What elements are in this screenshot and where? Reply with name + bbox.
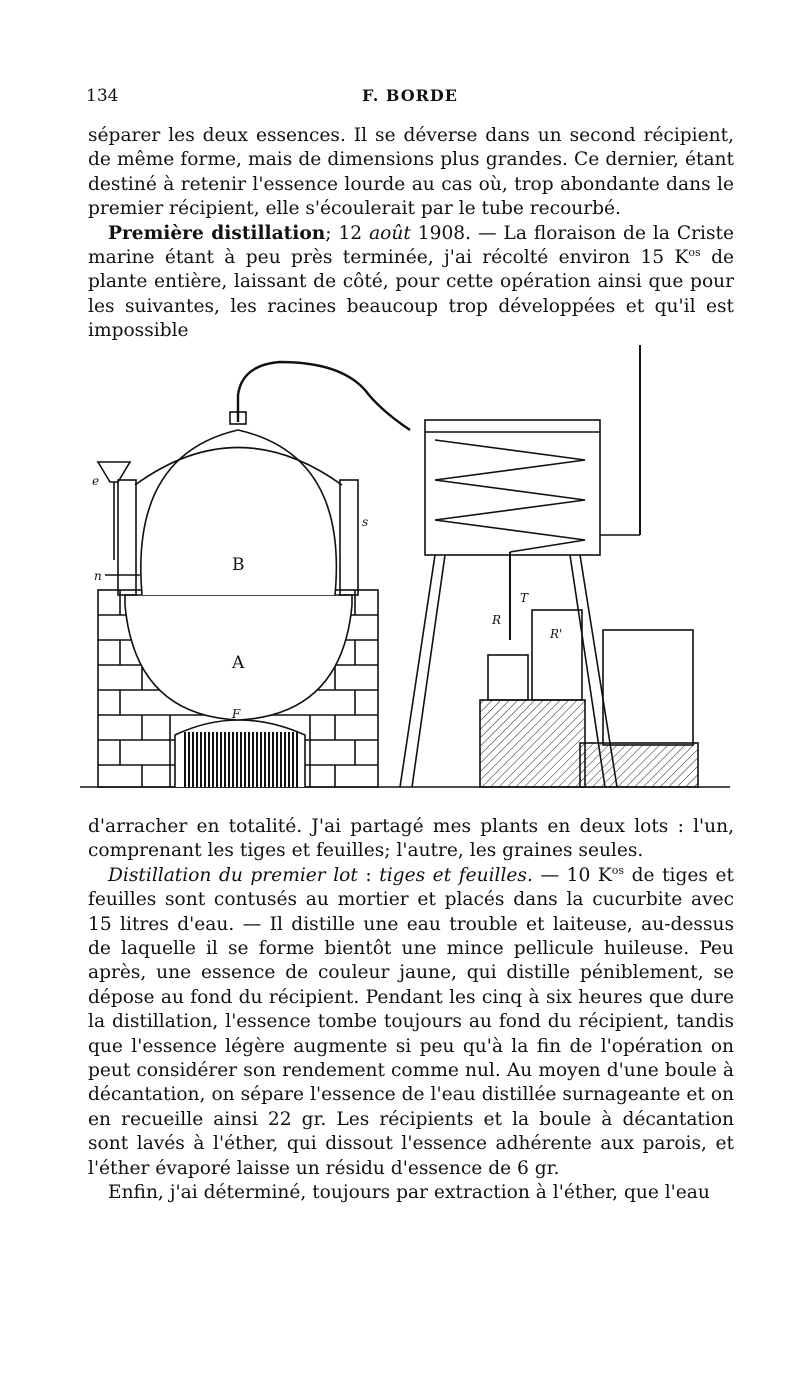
section-subheading: tiges et feuilles.	[379, 864, 533, 886]
paragraph-continuation: séparer les deux essences. Il se déverse dans un second récipient, de même forme, mais de dimensions plus grandes. Ce dernier, étant destiné à retenir l'essence lourde au cas où, trop abondante dans le premier récipient, elle s'écoulerait par le tube recourbé.	[88, 125, 734, 220]
paragraph-text: — La floraison de la Criste marine étant à peu près terminée, j'ai récolté environ 15 K	[88, 222, 734, 269]
date-month: août	[369, 222, 411, 244]
paragraph-continuation: d'arracher en totalité. J'ai partagé mes plants en deux lots : l'un, comprenant les tiges et feuilles; l'autre, les graines seules.	[88, 816, 734, 862]
page-header	[86, 86, 734, 112]
label-s: s	[362, 515, 369, 529]
label-e: e	[92, 474, 100, 488]
running-head: F. BORDE	[361, 86, 458, 105]
fire-grate	[182, 732, 298, 787]
left-clamp	[118, 480, 136, 595]
large-receiver	[603, 630, 693, 745]
funnel	[98, 462, 130, 482]
label-n: n	[94, 569, 102, 583]
label-r-prime: R'	[550, 627, 563, 641]
bottom-text-block	[88, 815, 734, 1206]
receiver-r	[488, 655, 528, 700]
label-a: A	[232, 653, 245, 673]
condenser-tank	[425, 420, 600, 555]
section-heading: Distillation du premier lot	[108, 864, 358, 886]
distillation-apparatus-figure	[80, 340, 730, 795]
top-text-block	[88, 124, 734, 344]
apparatus-drawing	[80, 340, 730, 795]
date-day: 12	[338, 222, 363, 244]
unit-superscript: os	[688, 245, 701, 259]
hatched-block-right	[580, 743, 698, 787]
label-b: B	[232, 555, 245, 575]
receiver-r-prime	[532, 610, 582, 700]
heading-separator: ;	[325, 222, 339, 244]
page-number: 134	[86, 86, 119, 106]
hatched-block-left	[480, 700, 585, 787]
paragraph-text: — 10 K	[532, 864, 612, 886]
label-r: R	[492, 613, 502, 627]
label-f: F	[232, 707, 241, 721]
heading-separator: :	[357, 864, 380, 886]
paragraph-text: de tiges et feuilles sont contusés au mortier et placés dans la cucurbite avec 15 litres d'eau. — Il distille une eau trouble et laiteuse, au-dessus de laquelle il se forme bientôt une mince pellicule huileuse. Peu après, une essence de couleur jaune, qui distille péniblement, se dépose au fond du récipient. Pendant les cinq à six heures que dure la distillation, l'essence tombe toujours au fond du récipient, tandis que l'essence légère augmente si peu qu'à la fin de l'opération on peut considérer son rendement comme nul. Au moyen d'une boule à décantation, on sépare l'essence de l'eau distillée surnageante et on en recueille ainsi 22 gr. Les récipients et la boule à décantation sont lavés à l'éther, qui dissout l'essence adhérente aux parois, et l'éther évaporé laisse un résidu d'essence de 6 gr.	[88, 864, 734, 1179]
vapor-tube	[238, 362, 410, 430]
date-year: 1908.	[417, 222, 472, 244]
right-clamp	[340, 480, 358, 595]
label-t: T	[520, 591, 529, 605]
paragraph-final: Enfin, j'ai déterminé, toujours par extraction à l'éther, que l'eau	[108, 1182, 710, 1204]
paragraph-first-distillation	[88, 222, 734, 344]
section-heading: Première distillation	[108, 222, 326, 244]
unit-superscript: os	[611, 863, 625, 877]
paragraph-first-lot	[88, 864, 734, 1181]
paragraph-text: de plante entière, laissant de côté, pour cette opération ainsi que pour les suivantes, les racines beaucoup trop développées et qu'il est impossible	[88, 247, 734, 342]
